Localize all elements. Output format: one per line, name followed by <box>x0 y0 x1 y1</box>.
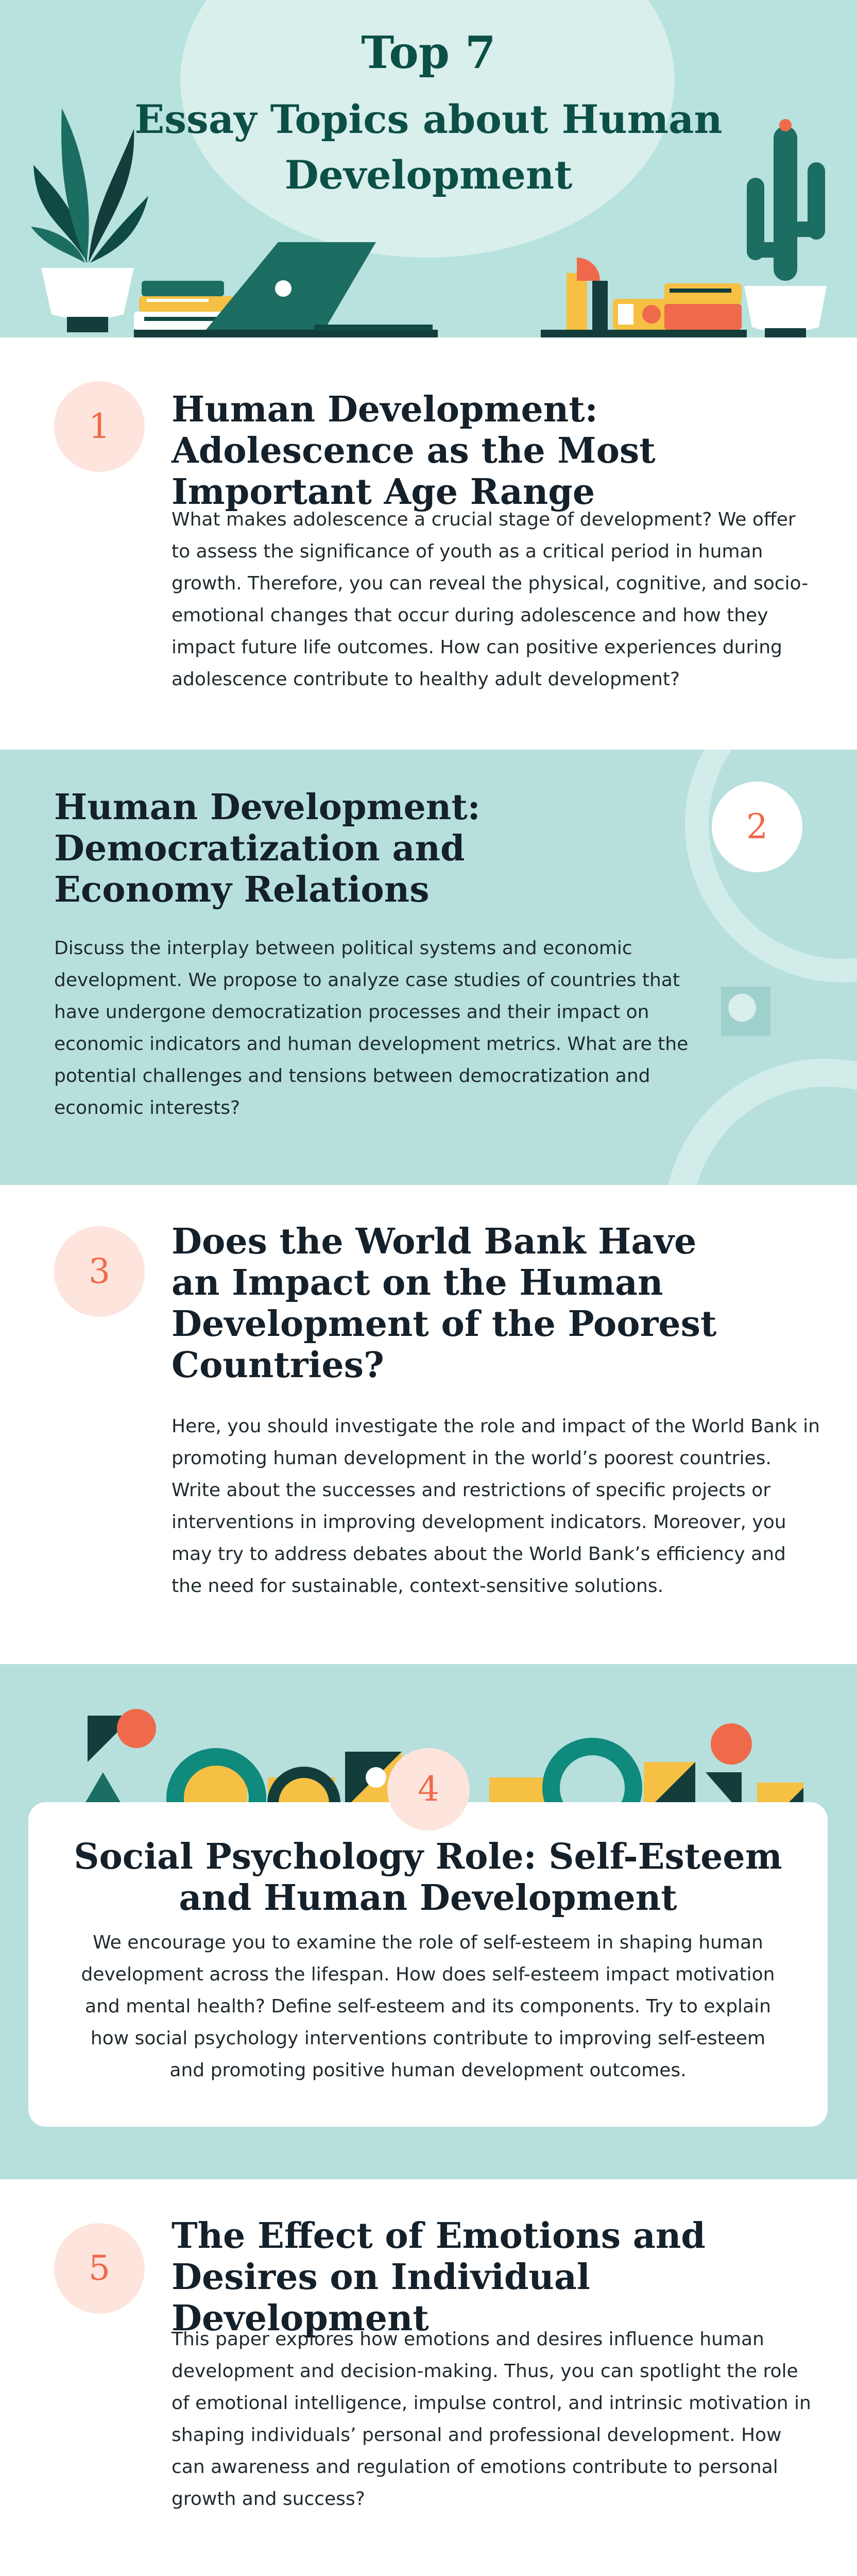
topic-body: We encourage you to examine the role of self-esteem in shaping human development across the lifespan. How does self-esteem impact motivation and mental health? Define self-esteem and its components. Try to explain how social psychology interventions contribute to improving self-esteem and promoting positive human development outcomes. <box>81 1932 775 2081</box>
topic-number-badge: 3 <box>54 1226 145 1317</box>
topic-number-badge: 1 <box>54 381 145 472</box>
page-title: Top 7 <box>361 27 496 79</box>
topic-5-section <box>0 2179 857 2576</box>
topic-title: Social Psychology Role: Self-Esteem and Human Development <box>74 1836 782 1919</box>
topic-title: Does the World Bank Have an Impact on the Human Development of the Poorest Countries? <box>172 1221 717 1386</box>
topic-4-card <box>28 1802 828 2127</box>
topic-number-badge: 4 <box>387 1748 470 1831</box>
topic-2-section <box>0 750 857 1185</box>
topic-title: Human Development: Adolescence as the Most Important Age Range <box>172 389 656 513</box>
decor-ring <box>664 1059 857 1185</box>
topic-3-section <box>0 1185 857 1664</box>
topic-body: Here, you should investigate the role and impact of the World Bank in promoting human development in the world’s poorest countries. Write about the successes and restrictions of specific projects or interventions in improving development indicators. Moreover, you may try to address debates about the World Bank’s efficiency and the need for sustainable, context-sensitive solutions. <box>172 1416 820 1597</box>
topic-body: What makes adolescence a crucial stage of development? We offer to assess the significance of youth as a critical period in human growth. Therefore, you can reveal the physical, cognitive, and socio-emotional changes that occur during adolescence and how they impact future life outcomes. How can positive experiences during adolescence contribute to healthy adult development? <box>172 509 809 690</box>
topic-title: The Effect of Emotions and Desires on Individual Development <box>172 2215 706 2339</box>
desk-books-laptop-illustration <box>129 237 438 337</box>
topic-number-badge: 2 <box>712 782 802 872</box>
topic-title: Human Development: Democratization and Economy Relations <box>54 787 481 910</box>
topic-body: Discuss the interplay between political systems and economic development. We propose to analyze case studies of countries that have undergone democratization processes and their impact on economic indicators and human development metrics. What are the potential challenges and tensions between democratization and economic interests? <box>54 938 689 1118</box>
header-banner <box>0 0 857 337</box>
page-subtitle: Essay Topics about Human Development <box>134 96 723 198</box>
decor-square <box>721 987 770 1036</box>
topic-1-section <box>0 337 857 750</box>
topic-body: This paper explores how emotions and desires influence human development and decision-making. Thus, you can spotlight the role of emotional intelligence, impulse control, and intrinsic motivation in shaping individuals’ personal and professional development. How can awareness and regulation of emotions contribute to personal growth and success? <box>172 2329 811 2510</box>
desk-objects-illustration <box>541 242 747 337</box>
topic-number-badge: 5 <box>54 2223 145 2314</box>
cactus-right-illustration <box>736 116 834 337</box>
